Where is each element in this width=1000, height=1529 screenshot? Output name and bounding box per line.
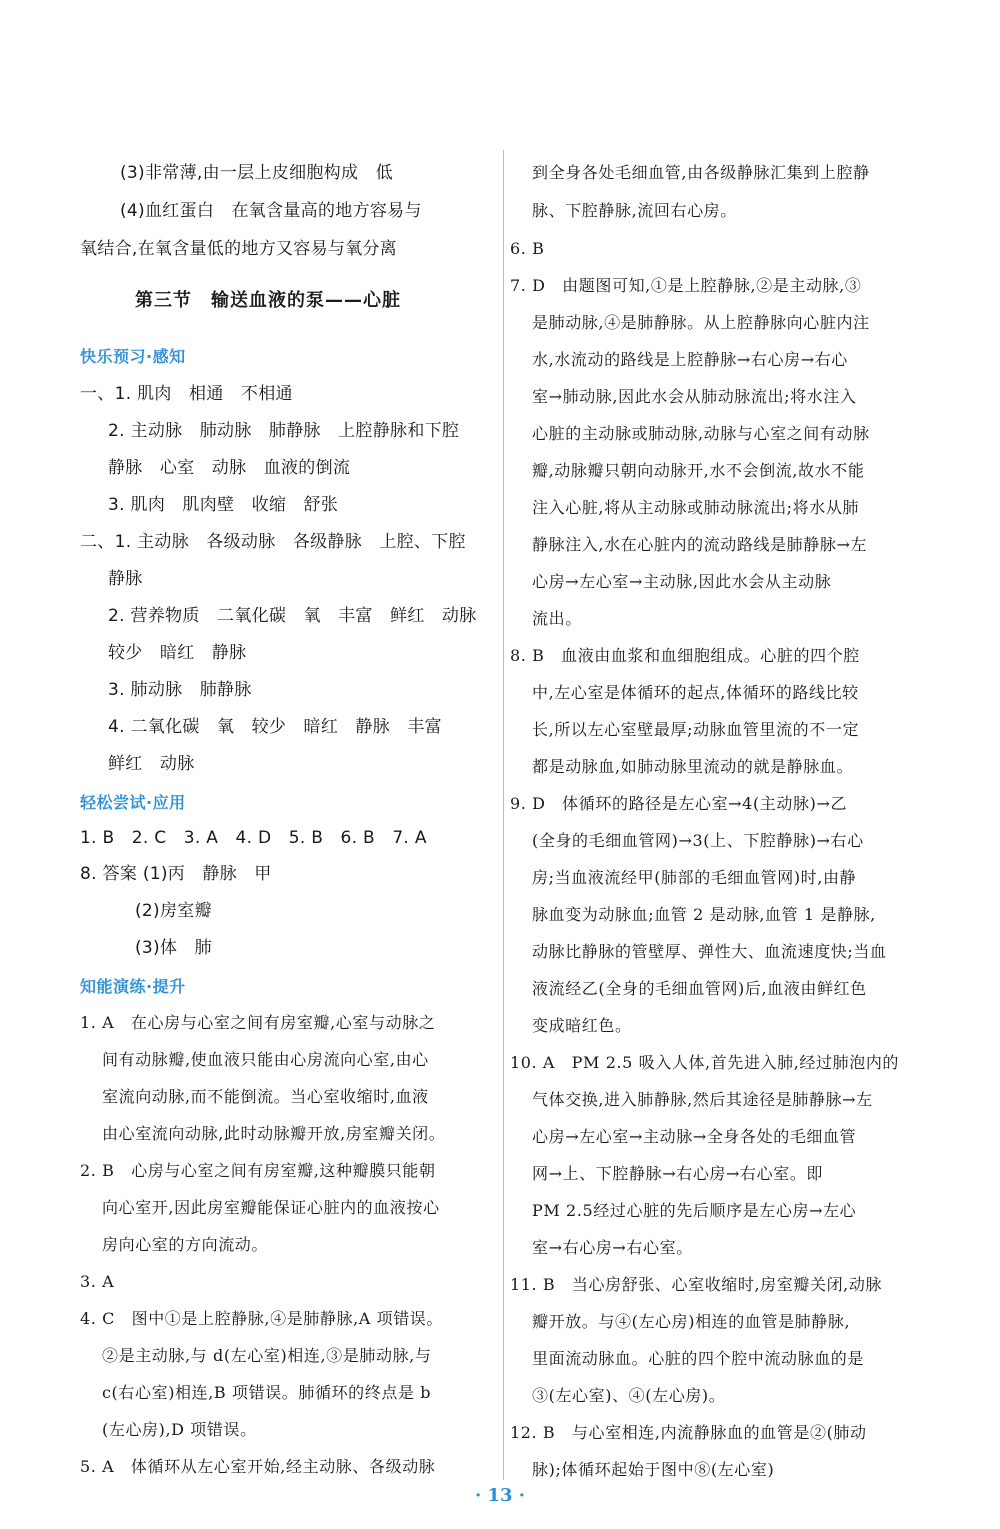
- text-line: 2. 营养物质 二氧化碳 氧 丰富 鲜红 动脉: [108, 606, 477, 626]
- text-line: c(右心室)相连,B 项错误。肺循环的终点是 b: [102, 1383, 432, 1402]
- chapter-title: 第三节 输送血液的泵——心脏: [135, 290, 401, 311]
- text-line: (2)房室瓣: [135, 901, 212, 921]
- text-line: 长,所以左心室壁最厚;动脉血管里流的不一定: [532, 720, 860, 739]
- text-line: (3)非常薄,由一层上皮细胞构成 低: [120, 163, 393, 183]
- text-line: PM 2.5经过心脏的先后顺序是左心房→左心: [532, 1201, 857, 1220]
- text-line: 8. B 血液由血浆和血细胞组成。心脏的四个腔: [510, 646, 860, 665]
- text-line: 较少 暗红 静脉: [108, 643, 247, 663]
- text-line: 脉);体循环起始于图中⑧(左心室): [532, 1460, 775, 1479]
- text-line: 3. 肺动脉 肺静脉: [108, 680, 252, 700]
- text-line: 氧结合,在氧含量低的地方又容易与氧分离: [80, 239, 398, 259]
- text-line: 2. B 心房与心室之间有房室瓣,这种瓣膜只能朝: [80, 1161, 436, 1180]
- text-line: 室流向动脉,而不能倒流。当心室收缩时,血液: [102, 1087, 429, 1106]
- text-line: 向心室开,因此房室瓣能保证心脏内的血液按心: [102, 1198, 440, 1217]
- text-line: 1. A 在心房与心室之间有房室瓣,心室与动脉之: [80, 1013, 436, 1032]
- text-line: (左心房),D 项错误。: [102, 1420, 257, 1439]
- text-line: 里面流动脉血。心脏的四个腔中流动脉血的是: [532, 1349, 865, 1368]
- text-line: 10. A PM 2.5 吸入人体,首先进入肺,经过肺泡内的: [510, 1053, 900, 1072]
- text-line: (4)血红蛋白 在氧含量高的地方容易与: [120, 201, 422, 221]
- text-line: 网→上、下腔静脉→右心房→右心室。即: [532, 1164, 824, 1183]
- text-line: 中,左心室是体循环的起点,体循环的路线比较: [532, 683, 859, 702]
- text-line: 脉血变为动脉血;血管 2 是动脉,血管 1 是静脉,: [532, 905, 876, 924]
- text-line: 脉、下腔静脉,流回右心房。: [532, 201, 737, 220]
- text-line: 变成暗红色。: [532, 1016, 632, 1035]
- text-line: 瓣,动脉瓣只朝向动脉开,水不会倒流,故水不能: [532, 461, 865, 480]
- text-line: 动脉比静脉的管壁厚、弹性大、血流速度快;当血: [532, 942, 887, 961]
- text-line: 3. A: [80, 1272, 115, 1291]
- text-line: 12. B 与心室相连,内流静脉血的血管是②(肺动: [510, 1423, 867, 1442]
- text-line: (3)体 肺: [135, 938, 212, 958]
- text-line: 室→肺动脉,因此水会从肺动脉流出;将水注入: [532, 387, 857, 406]
- text-line: 瓣开放。与④(左心房)相连的血管是肺静脉,: [532, 1312, 851, 1331]
- text-line: 二、1. 主动脉 各级动脉 各级静脉 上腔、下腔: [80, 532, 466, 552]
- text-line: 3. 肌肉 肌肉壁 收缩 舒张: [108, 495, 339, 515]
- text-line: 是肺动脉,④是肺静脉。从上腔静脉向心脏内注: [532, 313, 870, 332]
- text-line: 静脉 心室 动脉 血液的倒流: [108, 458, 351, 478]
- text-line: 6. B: [510, 239, 545, 258]
- text-line: 4. 二氧化碳 氧 较少 暗红 静脉 丰富: [108, 717, 442, 737]
- text-line: 房;当血液流经甲(肺部的毛细血管网)时,由静: [532, 868, 857, 887]
- text-line: 由心室流向动脉,此时动脉瓣开放,房室瓣关闭。: [102, 1124, 446, 1143]
- section-heading: 轻松尝试·应用: [80, 793, 186, 812]
- text-line: 气体交换,进入肺静脉,然后其途径是肺静脉→左: [532, 1090, 873, 1109]
- text-line: ③(左心室)、④(左心房)。: [532, 1386, 726, 1405]
- text-line: 9. D 体循环的路径是左心室→4(主动脉)→乙: [510, 794, 848, 813]
- text-line: 间有动脉瓣,使血液只能由心房流向心室,由心: [102, 1050, 429, 1069]
- section-heading: 快乐预习·感知: [80, 347, 186, 366]
- text-line: 心房→左心室→主动脉,因此水会从主动脉: [532, 572, 832, 591]
- text-line: 室→右心房→右心室。: [532, 1238, 693, 1257]
- text-line: 心脏的主动脉或肺动脉,动脉与心室之间有动脉: [532, 424, 870, 443]
- section-heading: 知能演练·提升: [80, 977, 186, 996]
- text-line: 心房→左心室→主动脉→全身各处的毛细血管: [532, 1127, 857, 1146]
- text-line: ②是主动脉,与 d(左心室)相连,③是肺动脉,与: [102, 1346, 432, 1365]
- text-line: 1. B 2. C 3. A 4. D 5. B 6. B 7. A: [80, 828, 427, 848]
- text-line: 房向心室的方向流动。: [102, 1235, 269, 1254]
- text-line: 静脉注入,水在心脏内的流动路线是肺静脉→左: [532, 535, 868, 554]
- text-line: 4. C 图中①是上腔静脉,④是肺静脉,A 项错误。: [80, 1309, 444, 1328]
- text-line: 2. 主动脉 肺动脉 肺静脉 上腔静脉和下腔: [108, 421, 460, 441]
- text-line: 8. 答案 (1)丙 静脉 甲: [80, 864, 272, 884]
- text-line: 5. A 体循环从左心室开始,经主动脉、各级动脉: [80, 1457, 436, 1476]
- text-line: 一、1. 肌肉 相通 不相通: [80, 384, 293, 404]
- text-line: (全身的毛细血管网)→3(上、下腔静脉)→右心: [532, 831, 864, 850]
- text-line: 静脉: [108, 569, 143, 589]
- page-number: · 13 ·: [474, 1485, 526, 1506]
- column-divider: [503, 150, 504, 1480]
- text-line: 都是动脉血,如肺动脉里流动的就是静脉血。: [532, 757, 854, 776]
- text-line: 液流经乙(全身的毛细血管网)后,血液由鲜红色: [532, 979, 867, 998]
- text-line: 鲜红 动脉: [108, 754, 195, 774]
- text-line: 7. D 由题图可知,①是上腔静脉,②是主动脉,③: [510, 276, 862, 295]
- text-line: 注入心脏,将从主动脉或肺动脉流出;将水从肺: [532, 498, 860, 517]
- text-line: 水,水流动的路线是上腔静脉→右心房→右心: [532, 350, 848, 369]
- text-line: 流出。: [532, 609, 582, 628]
- text-line: 到全身各处毛细血管,由各级静脉汇集到上腔静: [532, 163, 870, 182]
- text-line: 11. B 当心房舒张、心室收缩时,房室瓣关闭,动脉: [510, 1275, 883, 1294]
